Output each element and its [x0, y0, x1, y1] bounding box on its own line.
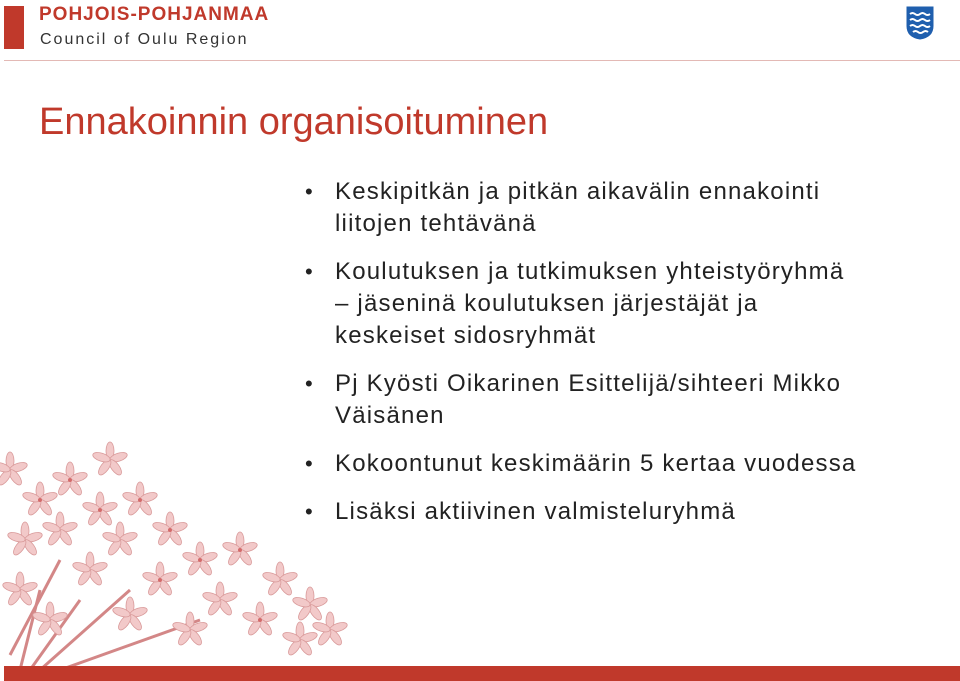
- bullet-dot-icon: •: [305, 451, 314, 476]
- flower-decoration-icon: [0, 440, 360, 670]
- bullet-line: Koulutuksen ja tutkimuksen yhteistyöryhmä: [335, 258, 845, 285]
- coat-of-arms-icon: [906, 6, 934, 40]
- bullet-list: [305, 176, 945, 544]
- footer-bar: [4, 666, 960, 681]
- bullet-line: Lisäksi aktiivinen valmisteluryhmä: [335, 498, 736, 525]
- bullet-dot-icon: •: [305, 259, 314, 284]
- bullet-line: Keskipitkän ja pitkän aikavälin ennakointi: [335, 178, 821, 205]
- org-subtitle: Council of Oulu Region: [40, 31, 249, 48]
- bullet-line: Kokoontunut keskimäärin 5 kertaa vuodessa: [335, 450, 857, 477]
- org-name: POHJOIS-POHJANMAA: [39, 4, 270, 25]
- bullet-dot-icon: •: [305, 499, 314, 524]
- slide-title: Ennakoinnin organisoituminen: [39, 101, 549, 143]
- bullet-item: [305, 448, 945, 480]
- bullet-item: [305, 176, 945, 240]
- bullet-line: Väisänen: [335, 402, 445, 429]
- bullet-item: [305, 256, 945, 352]
- bullet-dot-icon: •: [305, 179, 314, 204]
- header-accent-block: [4, 6, 24, 49]
- bullet-item: [305, 496, 945, 528]
- header-divider: [4, 60, 960, 61]
- bullet-dot-icon: •: [305, 371, 314, 396]
- bullet-line: Pj Kyösti Oikarinen Esittelijä/sihteeri Mikko: [335, 370, 842, 397]
- bullet-item: [305, 368, 945, 432]
- bullet-line: liitojen tehtävänä: [335, 210, 537, 237]
- bullet-line: – jäseninä koulutuksen järjestäjät ja: [335, 290, 759, 317]
- bullet-line: keskeiset sidosryhmät: [335, 322, 597, 349]
